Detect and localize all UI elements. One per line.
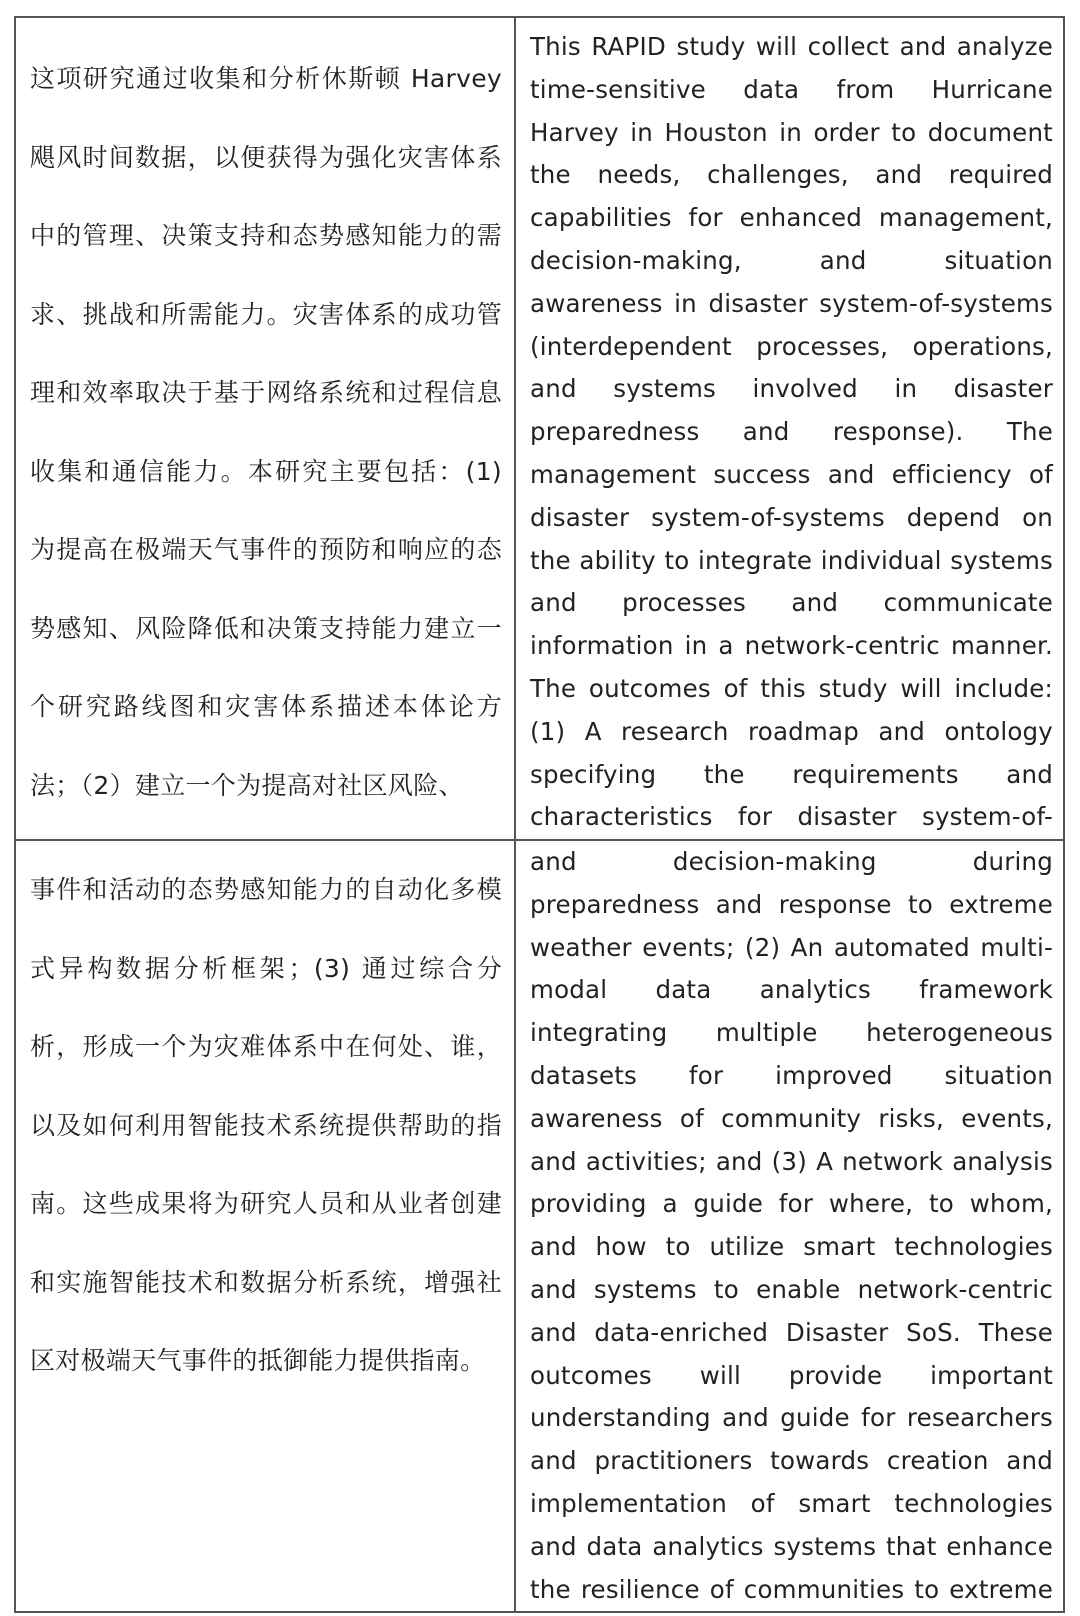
english-paragraph-part-1: This RAPID study will collect and analyze time-sensitive data from Hurricane Harvey in Houston in order to document the needs, challenges, and required capabilities for enhanced management, decision-making, and situation awareness in disaster system-of-systems (interdependent processes, operations, and systems involved in disaster preparedness and response). The management success and efficiency of disaster system-of-systems depend on the ability to integrate individual systems and processes and communicate information in a network-centric manner. The outcomes of this study will include: (1) A research roadmap and ontology specifying the requirements and characteristics for disaster system-of- <box>530 32 1053 832</box>
english-paragraph-part-2: and decision-making during preparedness and response to extreme weather events; (2) An automated multi-modal data analytics framework integrating multiple heterogeneous datasets for improved situation awareness of community risks, events, and activities; and (3) A network analysis providing a guide for where, to whom, and how to utilize smart technologies and systems to enable network-centric and data-enriched Disaster SoS. These outcomes will provide important understanding and guide for researchers and practitioners towards creation and implementation of smart technologies and data analytics systems that enhance the resilience of communities to extreme <box>530 847 1053 1604</box>
table-cell-english-part-2 <box>516 841 1065 1613</box>
table-cell-english-part-1 <box>516 18 1065 841</box>
chinese-paragraph-part-2: 事件和活动的态势感知能力的自动化多模式异构数据分析框架；(3) 通过综合分析，形成一个为灾难体系中在何处、谁，以及如何利用智能技术系统提供帮助的指南。这些成果将为研究人员和从业者创建和实施智能技术和数据分析系统，增强社区对极端天气事件的抵御能力提供指南。 <box>30 875 502 1375</box>
chinese-paragraph-part-1: 这项研究通过收集和分析休斯顿 Harvey 飓风时间数据，以便获得为强化灾害体系中的管理、决策支持和态势感知能力的需求、挑战和所需能力。灾害体系的成功管理和效率取决于基于网络系统和过程信息收集和通信能力。本研究主要包括：(1) 为提高在极端天气事件的预防和响应的态势感知、风险降低和决策支持能力建立一个研究路线图和灾害体系描述本体论方法；（2）建立一个为提高对社区风险、 <box>30 64 502 800</box>
table-cell-chinese-part-1 <box>16 18 516 841</box>
bilingual-table <box>14 16 1065 1613</box>
table-cell-chinese-part-2 <box>16 841 516 1613</box>
